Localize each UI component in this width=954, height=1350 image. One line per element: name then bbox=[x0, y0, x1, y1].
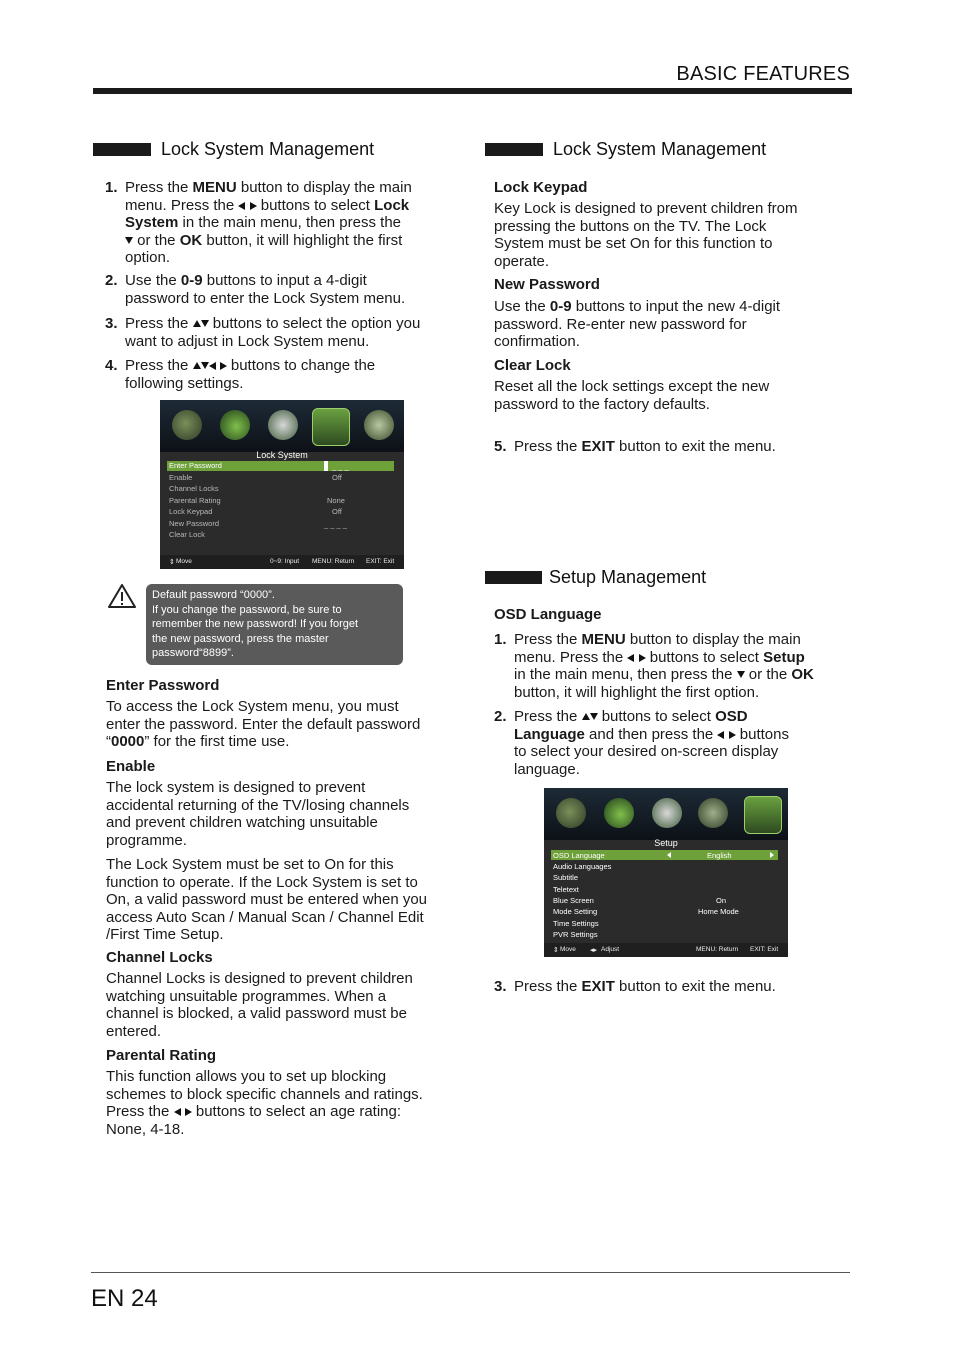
right-arrow-icon bbox=[250, 202, 257, 210]
warning-line: password“8899”. bbox=[152, 647, 234, 659]
menu-row-value: _ _ _ _ bbox=[324, 520, 347, 529]
step-number: 3. bbox=[105, 315, 118, 332]
step-3-left: 3. Press the buttons to select the option you want to adjust in Lock System menu. bbox=[105, 315, 421, 350]
lock-menu-icon bbox=[698, 798, 728, 828]
step-number: 2. bbox=[105, 272, 118, 289]
menu-row-value: Home Mode bbox=[698, 907, 739, 916]
up-down-icon: ⇕ bbox=[169, 559, 175, 566]
down-arrow-icon bbox=[590, 713, 598, 720]
step-4-left: 4. Press the buttons to change the following settings. bbox=[105, 357, 376, 392]
subheading-new-password: New Password bbox=[494, 276, 600, 293]
channel-menu-icon bbox=[268, 410, 298, 440]
header-title: BASIC FEATURES bbox=[676, 63, 850, 85]
step-number: 4. bbox=[105, 357, 118, 374]
down-arrow-icon bbox=[737, 671, 745, 678]
section-marker-bar bbox=[485, 571, 542, 584]
step-2-left: 2. Use the 0-9 buttons to input a 4-digit password to enter the Lock System menu. bbox=[105, 272, 406, 307]
up-down-icon: ⇕ bbox=[553, 947, 559, 954]
menu-row-label[interactable]: Time Settings bbox=[553, 919, 599, 928]
cursor-block bbox=[324, 461, 328, 471]
menu-row-label[interactable]: New Password bbox=[169, 519, 220, 528]
right-arrow-icon[interactable] bbox=[770, 852, 774, 858]
footer-exit: EXIT: Exit bbox=[366, 558, 395, 565]
left-right-icon: ◂▸ bbox=[590, 947, 598, 954]
menu-row-label[interactable]: Parental Rating bbox=[169, 496, 221, 505]
section-marker-bar bbox=[485, 143, 543, 156]
menu-row-value: On bbox=[716, 896, 727, 905]
section-marker-bar bbox=[93, 143, 151, 156]
menu-row-value: Off bbox=[332, 473, 342, 482]
channel-menu-icon bbox=[652, 798, 682, 828]
menu-footer bbox=[544, 943, 788, 957]
step-number: 3. bbox=[494, 978, 507, 995]
sound-menu-icon bbox=[220, 410, 250, 440]
up-arrow-icon bbox=[193, 362, 201, 369]
section-title: Lock System Management bbox=[161, 139, 375, 159]
menu-footer bbox=[160, 555, 404, 569]
menu-row-label[interactable]: Lock Keypad bbox=[169, 507, 213, 516]
subheading-enable: Enable bbox=[106, 758, 156, 775]
footer-adjust: Adjust bbox=[601, 946, 620, 953]
subheading-osd-language: OSD Language bbox=[494, 606, 602, 623]
parental-rating-text: This function allows you to set up blocking schemes to block specific channels and ratings. Press the buttons to select an age rating: None, 4-18. bbox=[106, 1068, 423, 1138]
picture-menu-icon bbox=[556, 798, 586, 828]
setup-menu-screen bbox=[544, 788, 788, 957]
lock-menu-icon bbox=[312, 408, 350, 446]
section-title: Setup Management bbox=[549, 567, 707, 587]
step-number: 5. bbox=[494, 438, 507, 455]
right-arrow-icon bbox=[220, 362, 227, 370]
channel-locks-text: Channel Locks is designed to prevent children watching unsuitable programmes. When a channel is blocked, a valid password must be entered. bbox=[106, 970, 413, 1040]
menu-row-label[interactable]: Enable bbox=[169, 473, 193, 482]
footer-move: Move bbox=[560, 946, 576, 953]
subheading-channel-locks: Channel Locks bbox=[106, 949, 213, 966]
menu-row-label[interactable]: Mode Setting bbox=[553, 907, 598, 916]
step-number: 1. bbox=[105, 179, 118, 196]
left-arrow-icon bbox=[717, 731, 724, 739]
menu-row-label[interactable]: Enter Password bbox=[169, 461, 222, 470]
step-number: 2. bbox=[494, 708, 507, 725]
footer-exit: EXIT: Exit bbox=[750, 946, 779, 953]
down-arrow-icon bbox=[201, 320, 209, 327]
down-arrow-icon bbox=[125, 237, 133, 244]
menu-icon-strip bbox=[160, 400, 404, 452]
subheading-clear-lock: Clear Lock bbox=[494, 357, 571, 374]
left-arrow-icon[interactable] bbox=[667, 852, 671, 858]
clear-lock-text: Reset all the lock settings except the new password to the factory defaults. bbox=[494, 378, 770, 413]
lock-system-menu-screen bbox=[160, 400, 404, 569]
step-2-right: 2. Press the buttons to select OSD Language and then press the buttons to select your desired on-screen display language. bbox=[494, 708, 789, 778]
down-arrow-icon bbox=[201, 362, 209, 369]
left-arrow-icon bbox=[627, 654, 634, 662]
section-title: Lock System Management bbox=[553, 139, 767, 159]
section-heading-lock-right bbox=[485, 139, 766, 160]
step-1-right: 1. Press the MENU button to display the main menu. Press the buttons to select Setup in the main menu, then press the or the OK button, it will highlight the first option. bbox=[494, 631, 814, 701]
footer-move: Move bbox=[176, 558, 192, 565]
menu-row-label[interactable]: Subtitle bbox=[553, 873, 579, 882]
setup-menu-icon bbox=[744, 796, 782, 834]
menu-row-label[interactable]: Channel Locks bbox=[169, 484, 219, 493]
menu-row-value: Off bbox=[332, 507, 342, 516]
footer-return: MENU: Return bbox=[312, 558, 355, 565]
header-rule bbox=[93, 88, 852, 94]
new-password-text: Use the 0-9 buttons to input the new 4-digit password. Re-enter new password for confirmation. bbox=[494, 298, 781, 350]
menu-title: Lock System bbox=[256, 450, 308, 460]
section-heading-setup bbox=[485, 567, 706, 588]
left-arrow-icon bbox=[238, 202, 245, 210]
warning-icon bbox=[107, 583, 137, 609]
subheading-enter-password: Enter Password bbox=[106, 677, 220, 694]
left-arrow-icon bbox=[174, 1108, 181, 1116]
menu-row-label[interactable]: OSD Language bbox=[553, 851, 605, 860]
warning-line: remember the new password! If you forget bbox=[152, 618, 359, 630]
left-arrow-icon bbox=[209, 362, 216, 370]
footer-input: 0~9: Input bbox=[270, 558, 300, 565]
step-5-right: 5. Press the EXIT button to exit the menu. bbox=[494, 438, 776, 455]
right-arrow-icon bbox=[729, 731, 736, 739]
footer-rule bbox=[91, 1272, 850, 1273]
menu-icon-strip bbox=[544, 788, 788, 840]
warning-line: the new password, press the master bbox=[152, 632, 329, 645]
menu-row-value: English bbox=[707, 851, 732, 860]
step-1-left: 1. Press the MENU button to display the main menu. Press the buttons to select Lock System in the main menu, then press the or the OK button, it will highlight the first option. bbox=[105, 179, 412, 266]
enable-text-2: The Lock System must be set to On for this function to operate. If the Lock System is set to On, a valid password must be entered when you access Auto Scan / Manual Scan / Channel Edit /First Time Setup. bbox=[106, 856, 428, 943]
sound-menu-icon bbox=[604, 798, 634, 828]
menu-row-label[interactable]: Clear Lock bbox=[169, 530, 205, 539]
menu-row-value: None bbox=[327, 496, 345, 505]
menu-row-label[interactable]: Audio Languages bbox=[553, 862, 612, 871]
step-number: 1. bbox=[494, 631, 507, 648]
menu-title: Setup bbox=[654, 838, 678, 848]
setup-menu-icon bbox=[364, 410, 394, 440]
up-arrow-icon bbox=[193, 320, 201, 327]
warning-note bbox=[146, 584, 403, 665]
right-arrow-icon bbox=[185, 1108, 192, 1116]
subheading-lock-keypad: Lock Keypad bbox=[494, 179, 588, 196]
picture-menu-icon bbox=[172, 410, 202, 440]
step-3-right: 3. Press the EXIT button to exit the menu. bbox=[494, 978, 776, 995]
menu-row-label[interactable]: Blue Screen bbox=[553, 896, 594, 905]
up-arrow-icon bbox=[582, 713, 590, 720]
warning-line: If you change the password, be sure to bbox=[152, 603, 342, 616]
footer-return: MENU: Return bbox=[696, 946, 739, 953]
lock-keypad-text: Key Lock is designed to prevent children from pressing the buttons on the TV. The Lock System must be set On for this function to operate. bbox=[494, 200, 798, 270]
menu-row-value: _ _ _ bbox=[332, 462, 349, 471]
page-number: EN 24 bbox=[91, 1285, 158, 1312]
enter-password-text: To access the Lock System menu, you must enter the password. Enter the default password “0000” for the first time use. bbox=[106, 698, 421, 750]
enable-text-1: The lock system is designed to prevent accidental returning of the TV/losing channels and prevent children watching unsuitable programme. bbox=[106, 779, 410, 849]
warning-line: Default password “0000”. bbox=[152, 589, 275, 601]
menu-row-label[interactable]: PVR Settings bbox=[553, 930, 598, 939]
right-arrow-icon bbox=[639, 654, 646, 662]
menu-row-label[interactable]: Teletext bbox=[553, 885, 579, 894]
section-heading-lock-left bbox=[93, 139, 374, 160]
subheading-parental-rating: Parental Rating bbox=[106, 1047, 217, 1064]
